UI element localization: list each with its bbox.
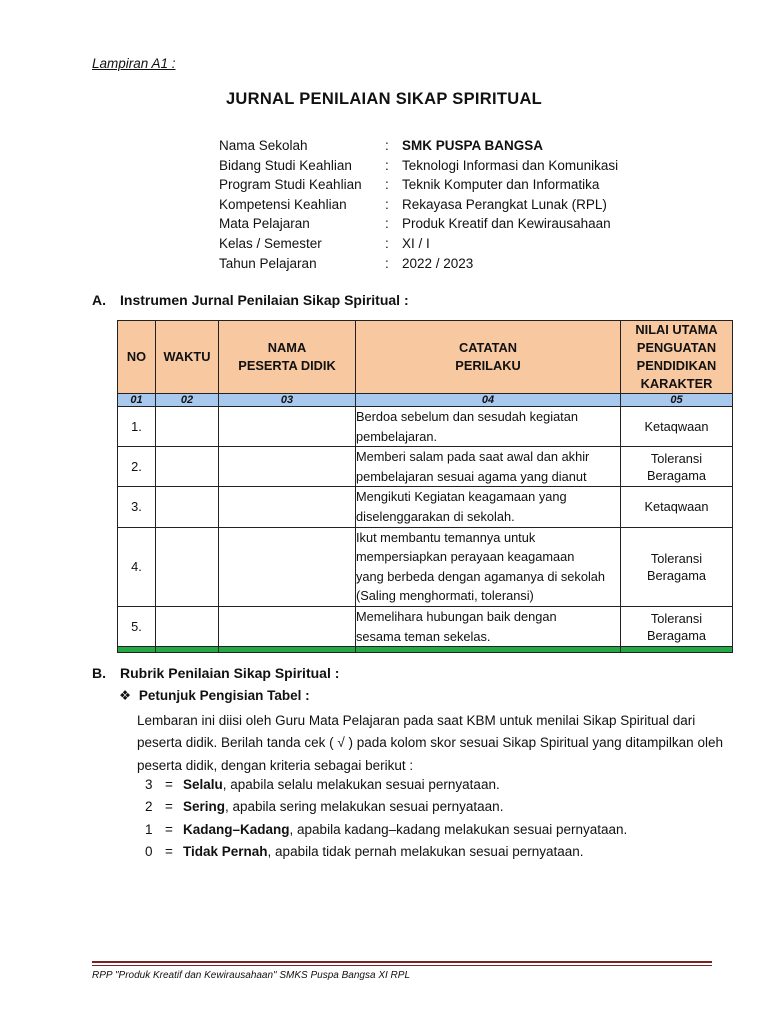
row-catatan	[356, 606, 621, 646]
green-bar-cell	[356, 647, 621, 653]
catatan-line: pembelajaran.	[356, 428, 438, 444]
row-catatan	[356, 407, 621, 447]
green-bar-cell	[156, 647, 219, 653]
info-sep: :	[385, 216, 389, 232]
instructions-paragraph: Lembaran ini diisi oleh Guru Mata Pelajaran pada saat KBM untuk menilai Sikap Spiritual dari peserta didik. Berilah tanda cek ( √ ) pada kolom skor sesuai Sikap Spiritual yang ditampilkan oleh peserta didik, dengan kriteria sebagai berikut :	[137, 713, 723, 773]
criteria-term: Sering	[183, 799, 226, 815]
index-cell: 05	[621, 394, 733, 407]
catatan-line: yang berbeda dengan agamanya di sekolah	[356, 568, 606, 584]
criteria-item	[145, 774, 627, 796]
section-b-heading	[92, 665, 339, 681]
table-row	[118, 407, 733, 447]
info-key: Tahun Pelajaran	[219, 255, 317, 271]
row-nilai	[621, 407, 733, 447]
table-row	[118, 487, 733, 527]
index-row	[118, 394, 733, 407]
criteria-desc: , apabila sering melakukan sesuai pernyataan.	[225, 799, 504, 815]
nilai-line: Beragama	[646, 567, 707, 583]
catatan-line: (Saling menghormati, toleransi)	[356, 588, 534, 604]
criteria-desc: , apabila tidak pernah melakukan sesuai pernyataan.	[267, 844, 584, 860]
catatan-line: Ikut membantu temannya untuk	[356, 529, 536, 545]
header-line: NAMA	[267, 340, 307, 355]
row-waktu[interactable]	[156, 487, 219, 527]
info-sep: :	[385, 157, 389, 173]
page-title: JURNAL PENILAIAN SIKAP SPIRITUAL	[225, 90, 543, 108]
catatan-line: Berdoa sebelum dan sesudah kegiatan	[356, 409, 578, 424]
header-catatan	[356, 321, 621, 394]
criteria-list	[145, 774, 627, 864]
catatan-line: mempersiapkan perayaan keagamaan	[356, 549, 575, 565]
info-row	[219, 156, 618, 176]
row-no: 1.	[118, 407, 156, 447]
header-waktu: WAKTU	[156, 321, 219, 394]
row-catatan	[356, 447, 621, 487]
info-sep: :	[385, 235, 389, 251]
section-title: Instrumen Jurnal Penilaian Sikap Spiritual :	[120, 292, 409, 308]
petunjuk-title: Petunjuk Pengisian Tabel :	[138, 688, 310, 703]
header-nama	[219, 321, 356, 394]
index-cell: 04	[356, 394, 621, 407]
row-no: 5.	[118, 606, 156, 646]
header-nilai	[621, 321, 733, 394]
info-row	[219, 175, 618, 195]
row-waktu[interactable]	[156, 407, 219, 447]
index-cell: 03	[219, 394, 356, 407]
header-line: PENDIDIKAN	[636, 358, 717, 373]
section-title: Rubrik Penilaian Sikap Spiritual :	[120, 665, 340, 681]
info-row	[219, 234, 618, 254]
row-waktu[interactable]	[156, 606, 219, 646]
criteria-desc: , apabila selalu melakukan sesuai pernyataan.	[222, 777, 500, 792]
row-waktu[interactable]	[156, 447, 219, 487]
page-footer: RPP "Produk Kreatif dan Kewirausahaan" SMKS Puspa Bangsa XI RPL	[92, 970, 411, 981]
journal-table	[117, 320, 733, 653]
nilai-line: Beragama	[646, 467, 707, 483]
index-cell: 02	[156, 394, 219, 407]
info-row	[219, 214, 618, 234]
info-row	[219, 136, 618, 156]
row-waktu[interactable]	[156, 527, 219, 606]
criteria-item	[145, 841, 627, 863]
diamond-bullet-icon: ❖	[119, 688, 132, 703]
criteria-equals: =	[165, 777, 173, 792]
catatan-line: sesama teman sekelas.	[356, 628, 491, 644]
info-key: Program Studi Keahlian	[219, 177, 362, 193]
row-no: 4.	[118, 527, 156, 606]
footer-rule-thin	[92, 965, 712, 966]
green-bar-cell	[621, 647, 733, 653]
row-nama[interactable]	[219, 527, 356, 606]
header-no: NO	[118, 321, 156, 394]
row-nilai	[621, 527, 733, 606]
criteria-equals: =	[165, 821, 173, 837]
section-a-heading	[92, 292, 409, 308]
row-no: 2.	[118, 447, 156, 487]
header-line: PERILAKU	[455, 358, 521, 373]
nilai-line: Beragama	[646, 627, 707, 643]
nilai-line: Toleransi	[650, 450, 703, 466]
info-value: SMK PUSPA BANGSA	[402, 138, 544, 153]
info-sep: :	[385, 138, 389, 153]
header-line: PENGUATAN	[636, 340, 717, 355]
index-cell: 01	[118, 394, 156, 407]
info-sep: :	[385, 196, 389, 212]
green-bar-cell	[118, 647, 156, 653]
criteria-term: Kadang–Kadang	[183, 821, 290, 837]
info-value: XI / I	[402, 235, 430, 251]
nilai-line: Ketaqwaan	[644, 499, 709, 515]
table-row	[118, 606, 733, 646]
info-value: Teknik Komputer dan Informatika	[402, 177, 600, 193]
criteria-term: Tidak Pernah	[183, 844, 268, 860]
criteria-score: 2	[145, 799, 153, 815]
info-value: 2022 / 2023	[402, 255, 474, 271]
row-nama[interactable]	[219, 487, 356, 527]
info-key: Mata Pelajaran	[219, 216, 310, 232]
info-key: Kompetensi Keahlian	[219, 196, 347, 212]
row-nama[interactable]	[219, 407, 356, 447]
green-bar-cell	[219, 647, 356, 653]
info-value: Rekayasa Perangkat Lunak (RPL)	[402, 196, 607, 212]
header-line: CATATAN	[458, 340, 518, 355]
catatan-line: diselenggarakan di sekolah.	[356, 508, 515, 524]
criteria-score: 3	[145, 777, 153, 792]
table-green-bar	[118, 647, 733, 653]
catatan-line: pembelajaran sesuai agama yang dianut	[356, 468, 587, 484]
row-nama[interactable]	[219, 447, 356, 487]
info-key: Kelas / Semester	[219, 235, 322, 251]
criteria-item	[145, 819, 627, 841]
info-value: Teknologi Informasi dan Komunikasi	[402, 157, 619, 173]
info-sep: :	[385, 255, 389, 271]
criteria-equals: =	[165, 844, 173, 860]
criteria-equals: =	[165, 799, 173, 815]
table-row	[118, 527, 733, 606]
nilai-line: Toleransi	[650, 610, 703, 626]
row-nilai	[621, 606, 733, 646]
criteria-score: 0	[145, 844, 153, 860]
info-key: Bidang Studi Keahlian	[219, 157, 352, 173]
footer-rule	[92, 961, 712, 963]
row-catatan	[356, 527, 621, 606]
criteria-term: Selalu	[183, 777, 223, 792]
criteria-item	[145, 796, 627, 818]
info-value: Produk Kreatif dan Kewirausahaan	[402, 216, 611, 232]
header-line: PESERTA DIDIK	[238, 358, 336, 373]
table-header-row	[118, 321, 733, 394]
section-number: B.	[92, 665, 106, 681]
info-sep: :	[385, 177, 389, 193]
row-no: 3.	[118, 487, 156, 527]
catatan-line: Mengikuti Kegiatan keagamaan yang	[356, 489, 567, 505]
row-nama[interactable]	[219, 606, 356, 646]
row-nilai	[621, 487, 733, 527]
info-row	[219, 254, 618, 274]
lampiran-label: Lampiran A1 :	[92, 56, 176, 71]
info-key: Nama Sekolah	[219, 138, 308, 153]
header-line: NILAI UTAMA	[635, 322, 718, 337]
table-row	[118, 447, 733, 487]
criteria-score: 1	[145, 821, 153, 837]
nilai-line: Ketaqwaan	[644, 419, 709, 435]
header-line: KARAKTER	[640, 376, 713, 391]
nilai-line: Toleransi	[650, 550, 703, 566]
catatan-line: Memelihara hubungan baik dengan	[356, 608, 557, 624]
criteria-desc: , apabila kadang–kadang melakukan sesuai pernyataan.	[289, 821, 628, 837]
section-number: A.	[92, 292, 106, 308]
school-info	[219, 136, 618, 273]
row-catatan	[356, 487, 621, 527]
info-row	[219, 195, 618, 215]
petunjuk-heading	[119, 688, 310, 704]
row-nilai	[621, 447, 733, 487]
catatan-line: Memberi salam pada saat awal dan akhir	[356, 449, 590, 465]
